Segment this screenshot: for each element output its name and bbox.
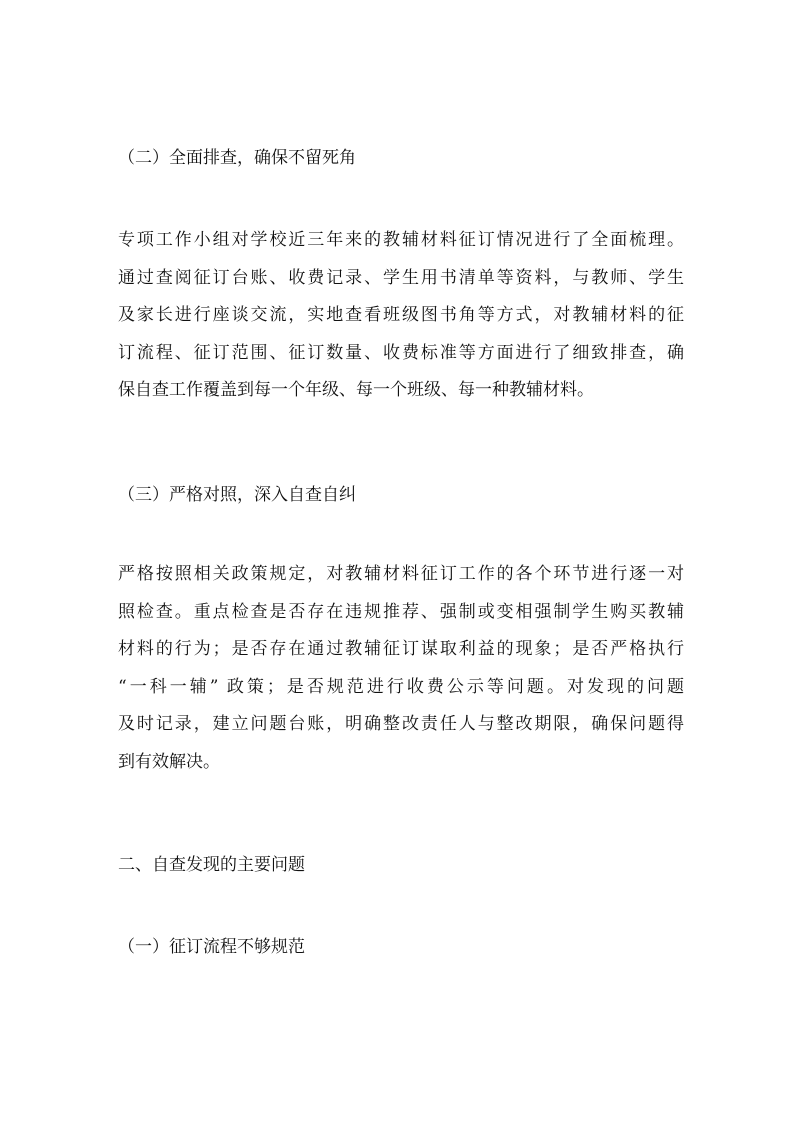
- paragraph-strict-comparison: [118, 556, 684, 781]
- paragraph-line: 到有效解决。: [118, 751, 220, 772]
- paragraph-line: “一科一辅” 政策；是否规范进行收费公示等问题。对发现的问题: [118, 676, 684, 697]
- paragraph-line: 及家长进行座谈交流，实地查看班级图书角等方式，对教辅材料的征: [118, 305, 684, 325]
- paragraph-line: 保自查工作覆盖到每一个年级、每一个班级、每一种教辅材料。: [118, 380, 594, 400]
- major-heading: 二、自查发现的主要问题: [118, 855, 305, 875]
- paragraph-line: 专项工作小组对学校近三年来的教辅材料征订情况进行了全面梳理。: [118, 230, 684, 250]
- section-heading-3: （三）严格对照，深入自查自纠: [118, 485, 356, 505]
- paragraph-line: 通过查阅征订台账、收费记录、学生用书清单等资料，与教师、学生: [118, 267, 684, 288]
- paragraph-line: 严格按照相关政策规定，对教辅材料征订工作的各个环节进行逐一对: [118, 564, 684, 584]
- section-heading-2: （二）全面排查，确保不留死角: [118, 148, 356, 168]
- paragraph-line: 订流程、征订范围、征订数量、收费标准等方面进行了细致排查，确: [118, 342, 684, 363]
- paragraph-line: 及时记录，建立问题台账，明确整改责任人与整改期限，确保问题得: [118, 714, 684, 734]
- sub-heading-1: （一）征订流程不够规范: [118, 937, 305, 957]
- paragraph-line: 照检查。重点检查是否存在违规推荐、强制或变相强制学生购买教辅: [118, 601, 684, 622]
- paragraph-comprehensive-check: [118, 222, 684, 410]
- paragraph-line: 材料的行为；是否存在通过教辅征订谋取利益的现象；是否严格执行: [118, 639, 684, 659]
